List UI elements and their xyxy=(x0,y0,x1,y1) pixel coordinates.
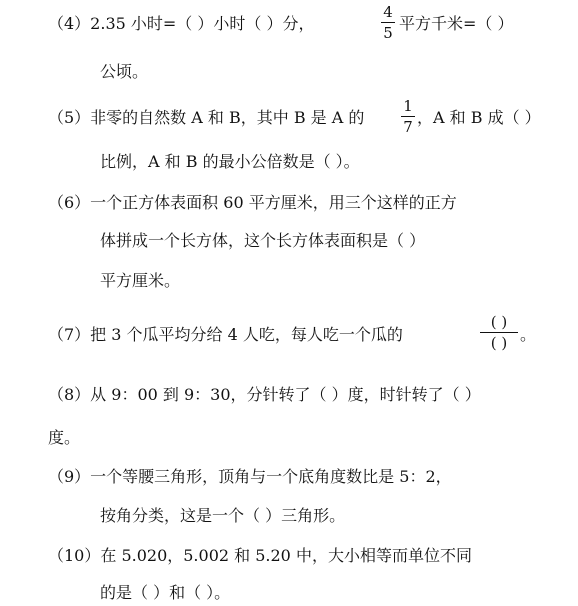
q7-line1b xyxy=(520,325,536,345)
q6-line1 xyxy=(48,193,457,213)
q5-fraction xyxy=(401,98,415,135)
q5-text-b: ，A 和 B 成（ ） xyxy=(417,108,541,127)
q10-text-b: 的是（ ）和（ ）。 xyxy=(100,583,231,602)
q10-line2 xyxy=(100,583,230,603)
q5-frac-bar xyxy=(401,116,415,117)
q4-frac-num: 4 xyxy=(383,3,393,21)
q7-frac-den: ( ) xyxy=(490,334,508,352)
q5-line1b xyxy=(417,108,541,128)
q9-line1 xyxy=(48,467,452,487)
q7-text-b: 。 xyxy=(520,325,537,344)
q6-line2 xyxy=(100,231,425,251)
q6-line3 xyxy=(100,271,180,291)
q7-text-a: （7）把 3 个瓜平均分给 4 人吃，每人吃一个瓜的 xyxy=(48,325,403,344)
q8-text-a: （8）从 9：00 到 9：30，分针转了（ ）度，时针转了（ ） xyxy=(48,385,481,404)
q6-text-b: 体拼成一个长方体，这个长方体表面积是（ ） xyxy=(100,231,426,250)
q4-text-a: （4）2.35 小时=（ ）小时（ ）分， xyxy=(48,14,315,33)
q9-text-b: 按角分类，这是一个（ ）三角形。 xyxy=(100,506,346,525)
q9-text-a: （9）一个等腰三角形，顶角与一个底角度数比是 5：2， xyxy=(48,467,452,486)
q4-text-b: 平方千米=（ ） xyxy=(399,14,514,33)
q5-frac-num: 1 xyxy=(403,97,413,115)
q10-text-a: （10）在 5.020，5.002 和 5.20 中，大小相等而单位不同 xyxy=(48,546,472,565)
q7-frac-bar xyxy=(480,332,518,333)
q5-text-c: 比例，A 和 B 的最小公倍数是（ ）。 xyxy=(100,152,360,171)
q4-line1 xyxy=(48,14,314,34)
q4-fraction xyxy=(381,4,395,41)
q8-line2 xyxy=(48,428,80,448)
q4-text-c: 公顷。 xyxy=(100,62,149,81)
q5-text-a: （5）非零的自然数 A 和 B，其中 B 是 A 的 xyxy=(48,108,365,127)
q8-line1 xyxy=(48,385,481,405)
q5-frac-den: 7 xyxy=(403,118,413,136)
q4-frac-den: 5 xyxy=(383,24,393,42)
q5-line1 xyxy=(48,108,364,128)
q8-text-b: 度。 xyxy=(48,428,81,447)
q4-line2 xyxy=(100,62,148,82)
q5-line2 xyxy=(100,152,360,172)
q10-line1 xyxy=(48,546,472,566)
q7-line1 xyxy=(48,325,403,345)
q7-frac-num: ( ) xyxy=(490,313,508,331)
q4-line1b xyxy=(399,14,514,34)
q6-text-c: 平方厘米。 xyxy=(100,271,181,290)
q4-frac-bar xyxy=(381,22,395,23)
q7-fraction xyxy=(480,314,518,351)
q9-line2 xyxy=(100,506,345,526)
q6-text-a: （6）一个正方体表面积 60 平方厘米，用三个这样的正方 xyxy=(48,193,457,212)
